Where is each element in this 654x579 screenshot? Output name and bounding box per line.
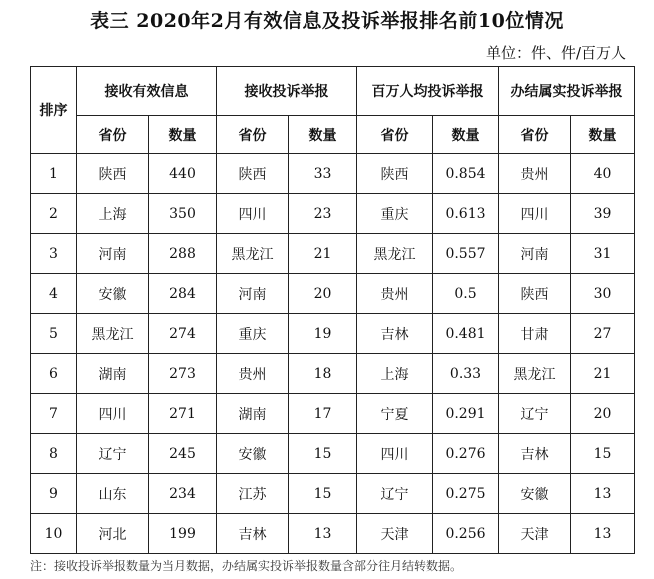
count-cell: 27 <box>571 314 635 354</box>
count-cell: 0.557 <box>433 234 499 274</box>
province-cell: 吉林 <box>357 314 433 354</box>
count-cell: 40 <box>571 154 635 194</box>
province-cell: 重庆 <box>357 194 433 234</box>
count-cell: 20 <box>289 274 357 314</box>
count-cell: 13 <box>571 474 635 514</box>
count-cell: 21 <box>289 234 357 274</box>
province-cell: 黑龙江 <box>217 234 289 274</box>
rank-cell: 4 <box>31 274 77 314</box>
province-cell: 上海 <box>77 194 149 234</box>
header-group-resolved-verified: 办结属实投诉举报 <box>499 67 635 116</box>
table-row <box>31 154 635 194</box>
subheader-province: 省份 <box>217 116 289 154</box>
province-cell: 河南 <box>217 274 289 314</box>
province-cell: 天津 <box>357 514 433 554</box>
header-group-received-complaints: 接收投诉举报 <box>217 67 357 116</box>
province-cell: 上海 <box>357 354 433 394</box>
table-row <box>31 234 635 274</box>
table-title: 表三 2020年2月有效信息及投诉举报排名前10位情况 <box>90 10 564 32</box>
rank-cell: 9 <box>31 474 77 514</box>
province-cell: 吉林 <box>499 434 571 474</box>
province-cell: 贵州 <box>217 354 289 394</box>
count-cell: 20 <box>571 394 635 434</box>
count-cell: 30 <box>571 274 635 314</box>
count-cell: 23 <box>289 194 357 234</box>
count-cell: 271 <box>149 394 217 434</box>
count-cell: 245 <box>149 434 217 474</box>
province-cell: 天津 <box>499 514 571 554</box>
province-cell: 黑龙江 <box>357 234 433 274</box>
rank-cell: 2 <box>31 194 77 234</box>
count-cell: 234 <box>149 474 217 514</box>
ranking-table <box>30 66 635 554</box>
province-cell: 黑龙江 <box>499 354 571 394</box>
count-cell: 15 <box>571 434 635 474</box>
province-cell: 陕西 <box>357 154 433 194</box>
count-cell: 15 <box>289 434 357 474</box>
province-cell: 贵州 <box>357 274 433 314</box>
count-cell: 440 <box>149 154 217 194</box>
count-cell: 0.613 <box>433 194 499 234</box>
table-row <box>31 474 635 514</box>
province-cell: 陕西 <box>217 154 289 194</box>
province-cell: 安徽 <box>217 434 289 474</box>
rank-cell: 1 <box>31 154 77 194</box>
header-group-per-million: 百万人均投诉举报 <box>357 67 499 116</box>
count-cell: 13 <box>571 514 635 554</box>
province-cell: 山东 <box>77 474 149 514</box>
table-row <box>31 434 635 474</box>
footnote: 注：接收投诉举报数量为当月数据，办结属实投诉举报数量含部分往月结转数据。 <box>30 559 463 573</box>
province-cell: 宁夏 <box>357 394 433 434</box>
count-cell: 199 <box>149 514 217 554</box>
province-cell: 四川 <box>499 194 571 234</box>
count-cell: 350 <box>149 194 217 234</box>
rank-cell: 6 <box>31 354 77 394</box>
count-cell: 0.481 <box>433 314 499 354</box>
province-cell: 吉林 <box>217 514 289 554</box>
province-cell: 安徽 <box>77 274 149 314</box>
count-cell: 31 <box>571 234 635 274</box>
rank-cell: 7 <box>31 394 77 434</box>
province-cell: 黑龙江 <box>77 314 149 354</box>
table-row <box>31 314 635 354</box>
province-cell: 河南 <box>77 234 149 274</box>
count-cell: 17 <box>289 394 357 434</box>
count-cell: 0.275 <box>433 474 499 514</box>
table-row <box>31 514 635 554</box>
province-cell: 安徽 <box>499 474 571 514</box>
rank-cell: 10 <box>31 514 77 554</box>
count-cell: 0.291 <box>433 394 499 434</box>
province-cell: 河北 <box>77 514 149 554</box>
count-cell: 21 <box>571 354 635 394</box>
province-cell: 湖南 <box>217 394 289 434</box>
count-cell: 15 <box>289 474 357 514</box>
subheader-province: 省份 <box>77 116 149 154</box>
province-cell: 四川 <box>357 434 433 474</box>
table-row <box>31 394 635 434</box>
province-cell: 四川 <box>217 194 289 234</box>
province-cell: 重庆 <box>217 314 289 354</box>
count-cell: 0.33 <box>433 354 499 394</box>
province-cell: 江苏 <box>217 474 289 514</box>
subheader-province: 省份 <box>357 116 433 154</box>
unit-label: 单位：件、件/百万人 <box>485 44 626 62</box>
province-cell: 辽宁 <box>499 394 571 434</box>
province-cell: 辽宁 <box>77 434 149 474</box>
province-cell: 四川 <box>77 394 149 434</box>
rank-cell: 5 <box>31 314 77 354</box>
count-cell: 19 <box>289 314 357 354</box>
header-rank: 排序 <box>31 67 77 154</box>
subheader-count: 数量 <box>289 116 357 154</box>
count-cell: 0.276 <box>433 434 499 474</box>
province-cell: 陕西 <box>499 274 571 314</box>
count-cell: 273 <box>149 354 217 394</box>
province-cell: 甘肃 <box>499 314 571 354</box>
header-group-received-info: 接收有效信息 <box>77 67 217 116</box>
count-cell: 0.854 <box>433 154 499 194</box>
count-cell: 274 <box>149 314 217 354</box>
subheader-count: 数量 <box>571 116 635 154</box>
subheader-count: 数量 <box>149 116 217 154</box>
province-cell: 陕西 <box>77 154 149 194</box>
count-cell: 33 <box>289 154 357 194</box>
table-row <box>31 354 635 394</box>
province-cell: 湖南 <box>77 354 149 394</box>
subheader-count: 数量 <box>433 116 499 154</box>
count-cell: 13 <box>289 514 357 554</box>
count-cell: 0.256 <box>433 514 499 554</box>
province-cell: 贵州 <box>499 154 571 194</box>
province-cell: 辽宁 <box>357 474 433 514</box>
count-cell: 39 <box>571 194 635 234</box>
table-row <box>31 194 635 234</box>
count-cell: 0.5 <box>433 274 499 314</box>
province-cell: 河南 <box>499 234 571 274</box>
table-row <box>31 274 635 314</box>
rank-cell: 8 <box>31 434 77 474</box>
count-cell: 18 <box>289 354 357 394</box>
rank-cell: 3 <box>31 234 77 274</box>
count-cell: 284 <box>149 274 217 314</box>
subheader-province: 省份 <box>499 116 571 154</box>
count-cell: 288 <box>149 234 217 274</box>
